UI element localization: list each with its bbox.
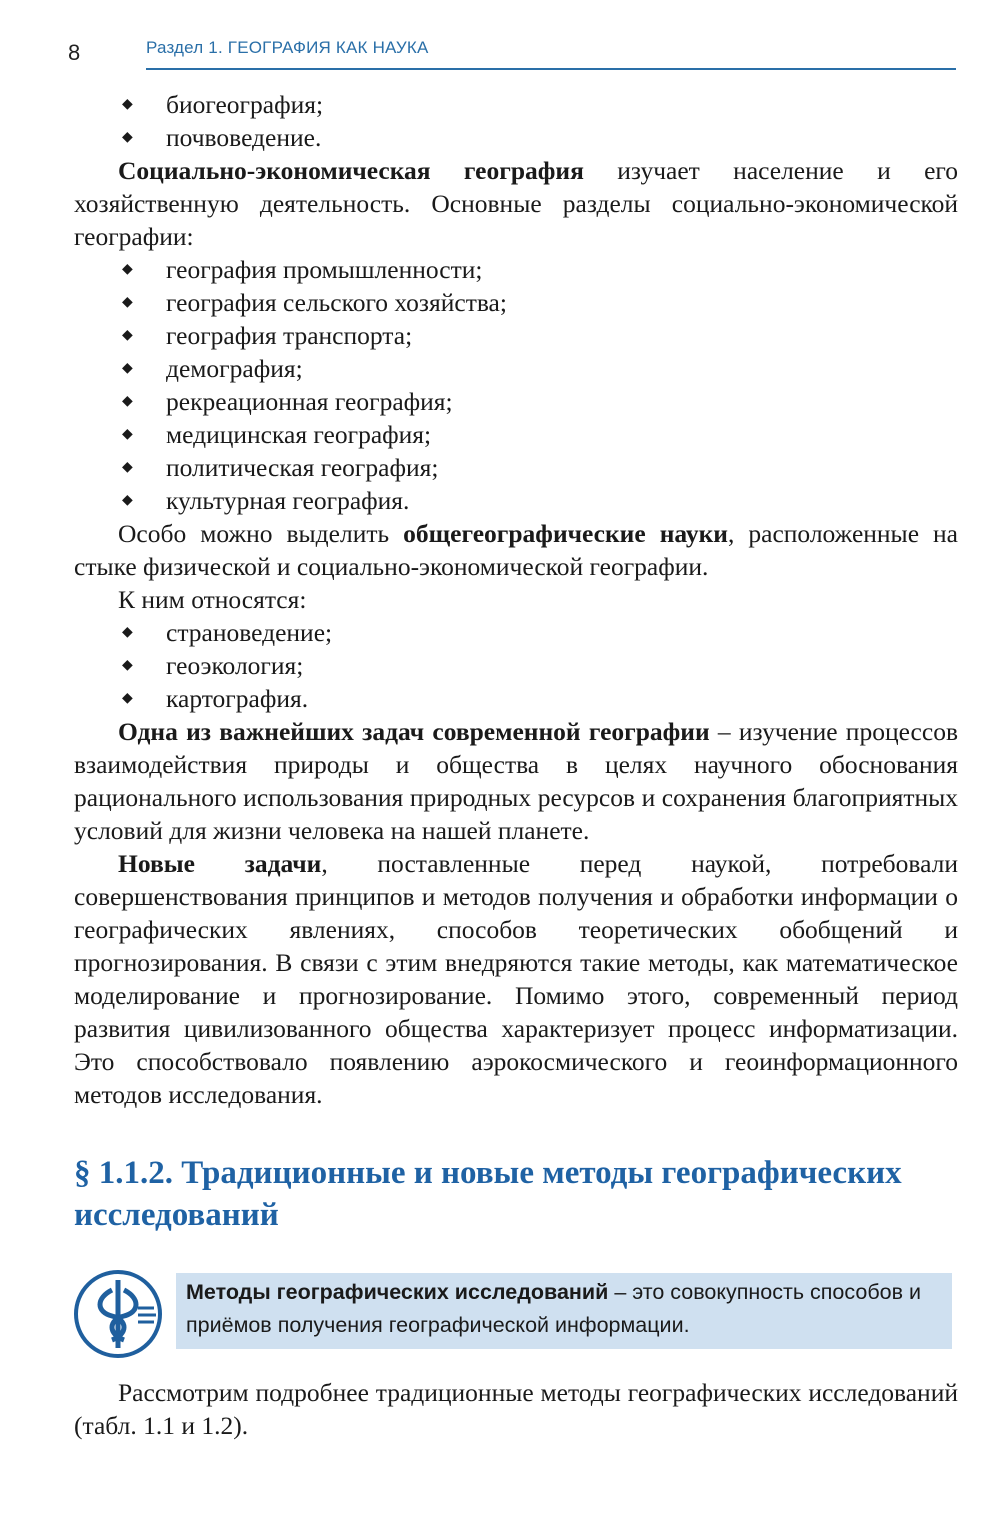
paragraph-closing: Рассмотрим подробнее традиционные методы географических исследований (табл. 1.1 и 1.2). [74,1378,958,1440]
list-item: ◆ геоэкология; [122,651,304,680]
closing-paragraph [74,1376,958,1442]
list-item: ◆ страноведение; [122,618,333,647]
paragraph-socioeconomic: Социально-экономическая география изучает население и его хозяйственную деятельность. Основные разделы социально-экономической географии: [74,156,959,251]
bullet-icon: ◆ [122,97,133,112]
bullet-list-socioeconomic [74,253,958,517]
page-number: 8 [68,40,81,65]
knot-definition-icon [72,1268,164,1360]
definition-block [72,1262,962,1362]
list-item: ◆ политическая география; [122,453,439,482]
bullet-icon: ◆ [122,328,133,343]
list-item: ◆ культурная география. [122,486,410,515]
bullet-icon: ◆ [122,625,133,640]
bullet-icon: ◆ [122,262,133,277]
paragraph-related: К ним относятся: [118,585,307,614]
main-text [74,88,958,1111]
list-item: ◆ почвоведение. [122,123,322,152]
bullet-icon: ◆ [122,361,133,376]
paragraph-new-tasks: Новые задачи, поставленные перед наукой, потребовали совершенствования принципов и методов получения и обработки информации о географических явлениях, способов теоретических обобщений и прогнозирования. В связи с этим внедряются такие методы, как математическое моделирование и прогнозирование. Помимо этого, современный период развития цивилизованного общества характеризует процесс информатизации. Это способствовало появлению аэрокосмического и геоинформационного методов исследования. [74,849,958,1109]
section-heading: § 1.1.2. Традиционные и новые методы географических исследований [74,1155,902,1233]
bullet-icon: ◆ [122,394,133,409]
bullet-icon: ◆ [122,295,133,310]
paragraph-tasks: Одна из важнейших задач современной географии – изучение процессов взаимодействия природы и общества в целях научного обоснования рационального использования природных ресурсов и сохранения благоприятных условий для жизни человека на нашей планете. [74,717,958,845]
bullet-icon: ◆ [122,427,133,442]
list-item: ◆ география сельского хозяйства; [122,288,507,317]
bullet-icon: ◆ [122,130,133,145]
bullet-icon: ◆ [122,658,133,673]
bullet-icon: ◆ [122,691,133,706]
bullet-icon: ◆ [122,460,133,475]
paragraph-general-sciences: Особо можно выделить общегеографические науки, расположенные на стыке физической и социально-экономической географии. [74,519,958,581]
list-item: ◆ демография; [122,354,303,383]
list-item: ◆ география транспорта; [122,321,413,350]
list-item: ◆ география промышленности; [122,255,483,284]
header-rule [146,68,956,70]
list-item: ◆ биогеография; [122,90,324,119]
definition-text: Методы географических исследований – это совокупность способов и приёмов получения географической информации. [186,1280,922,1337]
bullet-icon: ◆ [122,493,133,508]
list-item: ◆ медицинская география; [122,420,432,449]
bullet-list-general [74,616,958,715]
bullet-list-physical [74,88,958,154]
running-head: Раздел 1. ГЕОГРАФИЯ КАК НАУКА [146,38,429,57]
list-item: ◆ картография. [122,684,309,713]
list-item: ◆ рекреационная география; [122,387,453,416]
